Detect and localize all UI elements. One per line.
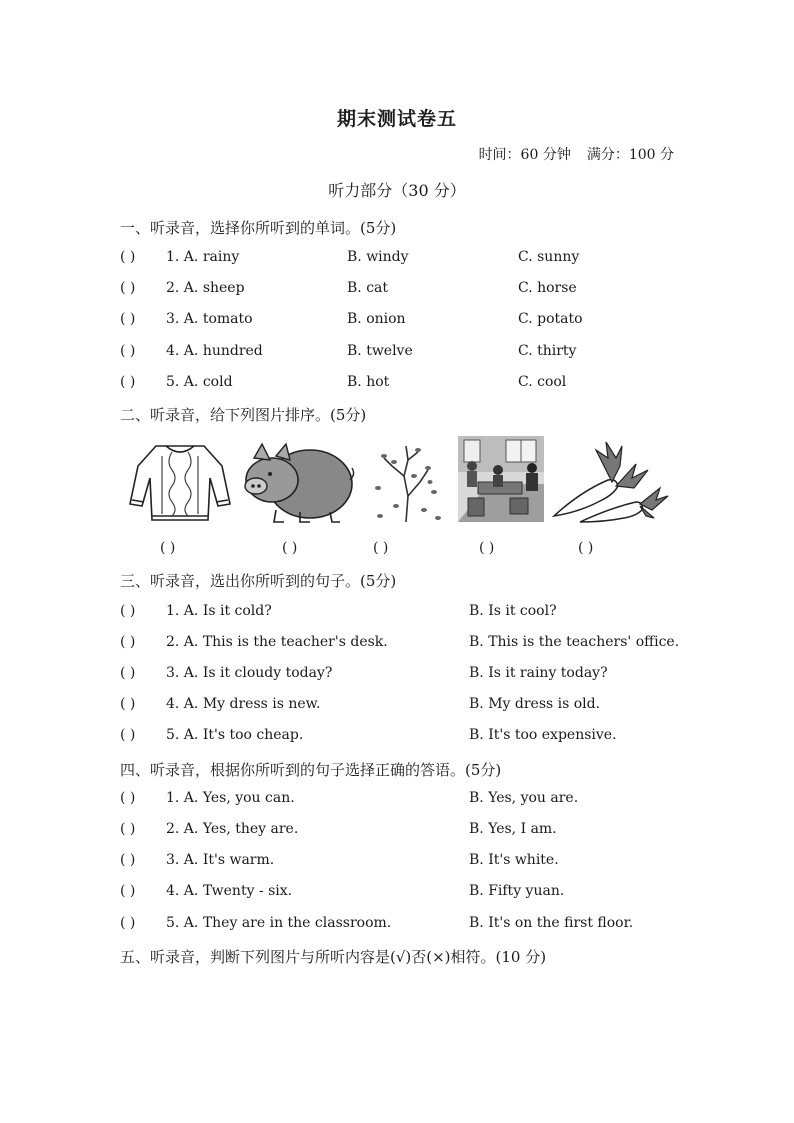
answer-blank[interactable]: ( ) xyxy=(120,852,136,868)
answer-blank[interactable]: ( ) xyxy=(373,540,389,556)
question-row xyxy=(120,249,680,269)
option-b: B. twelve xyxy=(347,343,413,359)
option-a: 3. A. tomato xyxy=(166,311,253,327)
option-b: B. Is it rainy today? xyxy=(469,665,608,681)
option-a: 5. A. It's too cheap. xyxy=(166,727,304,743)
question-row xyxy=(120,311,680,331)
answer-blank[interactable]: ( ) xyxy=(120,727,136,743)
question-row xyxy=(120,603,680,623)
question-row xyxy=(120,280,680,300)
option-b: B. This is the teachers' office. xyxy=(469,634,680,650)
question-row xyxy=(120,883,680,903)
option-a: 1. A. Yes, you can. xyxy=(166,790,295,806)
option-c: C. thirty xyxy=(518,343,577,359)
question-row xyxy=(120,634,680,654)
option-c: C. sunny xyxy=(518,249,580,265)
sweater-picture xyxy=(126,436,234,524)
carrots-picture xyxy=(550,436,670,526)
section-3-heading: 三、听录音，选出你所听到的句子。(5分) xyxy=(120,572,397,590)
question-row xyxy=(120,343,680,363)
option-b: B. onion xyxy=(347,311,406,327)
time-limit: 时间：60 分钟 xyxy=(478,147,571,163)
answer-blank[interactable]: ( ) xyxy=(120,790,136,806)
question-row xyxy=(120,790,680,810)
question-row xyxy=(120,915,680,935)
question-row xyxy=(120,696,680,716)
option-a: 4. A. hundred xyxy=(166,343,263,359)
option-b: B. Is it cool? xyxy=(469,603,557,619)
option-a: 3. A. Is it cloudy today? xyxy=(166,665,333,681)
option-a: 2. A. Yes, they are. xyxy=(166,821,299,837)
answer-blank[interactable]: ( ) xyxy=(120,883,136,899)
option-c: C. cool xyxy=(518,374,567,390)
full-score: 满分：100 分 xyxy=(586,147,674,163)
answer-blank[interactable]: ( ) xyxy=(282,540,298,556)
option-a: 2. A. This is the teacher's desk. xyxy=(166,634,388,650)
answer-blank[interactable]: ( ) xyxy=(120,374,136,390)
option-b: B. windy xyxy=(347,249,409,265)
tree-picture xyxy=(368,436,448,524)
classroom-picture xyxy=(458,436,544,522)
option-a: 4. A. My dress is new. xyxy=(166,696,321,712)
question-row xyxy=(120,665,680,685)
answer-blank[interactable]: ( ) xyxy=(120,915,136,931)
option-a: 4. A. Twenty - six. xyxy=(166,883,293,899)
answer-blank[interactable]: ( ) xyxy=(120,343,136,359)
question-row xyxy=(120,852,680,872)
option-b: B. It's too expensive. xyxy=(469,727,617,743)
option-c: C. horse xyxy=(518,280,577,296)
answer-blank[interactable]: ( ) xyxy=(120,821,136,837)
option-b: B. Yes, you are. xyxy=(469,790,579,806)
option-a: 1. A. rainy xyxy=(166,249,240,265)
answer-blank[interactable]: ( ) xyxy=(120,603,136,619)
question-row xyxy=(120,727,680,747)
option-b: B. hot xyxy=(347,374,390,390)
option-b: B. cat xyxy=(347,280,389,296)
answer-blank[interactable]: ( ) xyxy=(120,665,136,681)
answer-blank[interactable]: ( ) xyxy=(120,249,136,265)
option-c: C. potato xyxy=(518,311,583,327)
question-row xyxy=(120,821,680,841)
option-a: 3. A. It's warm. xyxy=(166,852,275,868)
option-b: B. Yes, I am. xyxy=(469,821,557,837)
answer-blank[interactable]: ( ) xyxy=(120,696,136,712)
answer-blank[interactable]: ( ) xyxy=(578,540,594,556)
option-b: B. It's white. xyxy=(469,852,559,868)
answer-blank[interactable]: ( ) xyxy=(160,540,176,556)
answer-blank[interactable]: ( ) xyxy=(120,311,136,327)
section-1-heading: 一、听录音，选择你所听到的单词。(5分) xyxy=(120,219,397,237)
answer-blank[interactable]: ( ) xyxy=(479,540,495,556)
option-a: 1. A. Is it cold? xyxy=(166,603,272,619)
part-title: 听力部分（30 分） xyxy=(328,181,466,200)
section-4-heading: 四、听录音，根据你所听到的句子选择正确的答语。(5分) xyxy=(120,761,502,779)
answer-blank[interactable]: ( ) xyxy=(120,280,136,296)
exam-info xyxy=(479,144,674,164)
section-5-heading: 五、听录音，判断下列图片与所听内容是(√)否(×)相符。(10 分) xyxy=(120,948,547,966)
question-row xyxy=(120,374,680,394)
page-title: 期末测试卷五 xyxy=(336,108,457,130)
pig-picture xyxy=(240,436,356,526)
option-a: 2. A. sheep xyxy=(166,280,245,296)
option-b: B. My dress is old. xyxy=(469,696,601,712)
option-a: 5. A. cold xyxy=(166,374,233,390)
section-2-heading: 二、听录音，给下列图片排序。(5分) xyxy=(120,406,367,424)
answer-blank[interactable]: ( ) xyxy=(120,634,136,650)
option-b: B. Fifty yuan. xyxy=(469,883,565,899)
option-a: 5. A. They are in the classroom. xyxy=(166,915,392,931)
option-b: B. It's on the first floor. xyxy=(469,915,634,931)
